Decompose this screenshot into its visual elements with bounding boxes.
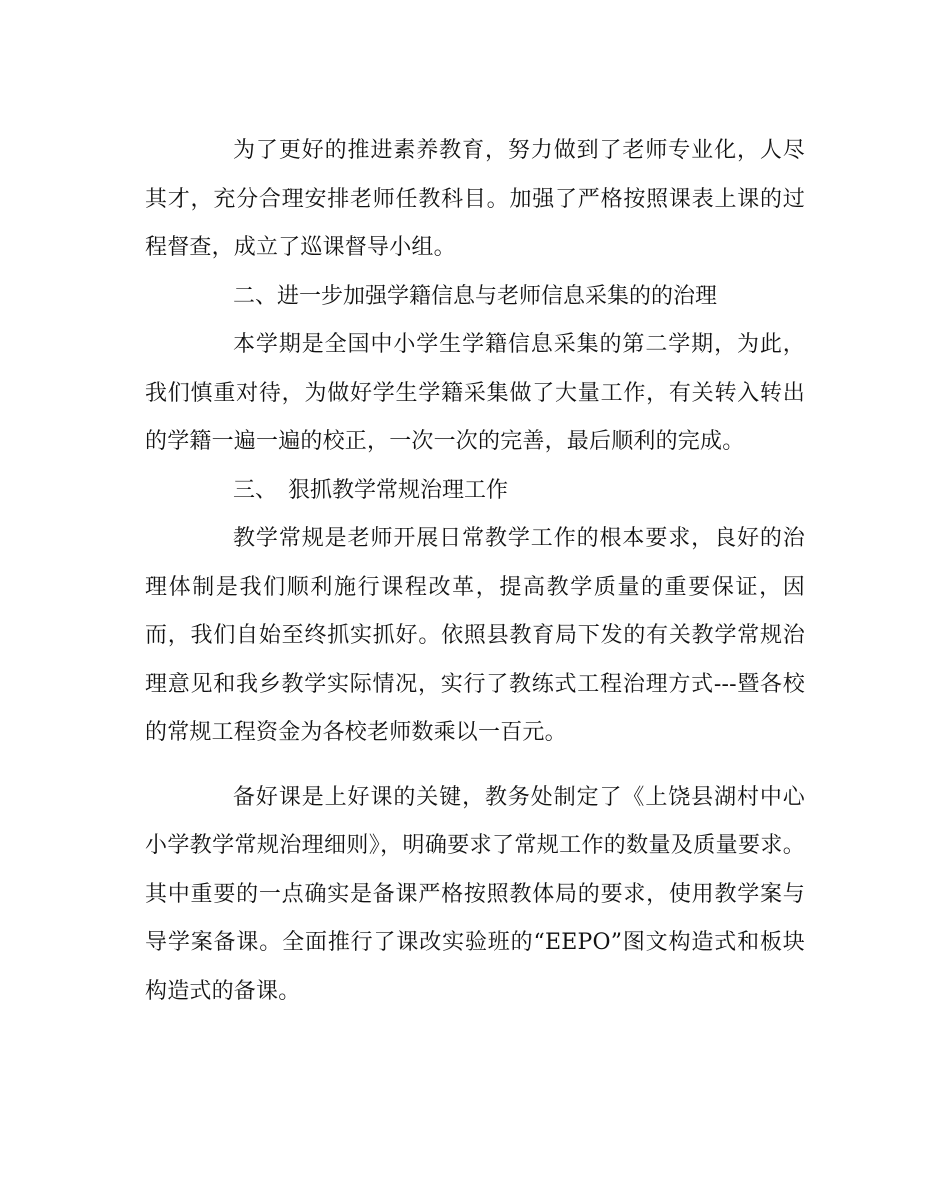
paragraph-teaching-routine: 教学常规是老师开展日常教学工作的根本要求，良好的治理体制是我们顺利施行课程改革，提高教学质量的重要保证，因而，我们自始至终抓实抓好。依照县教育局下发的有关教学常规治理意见和我乡教学实际情况，实行了教练式工程治理方式---暨各校的常规工程资金为各校老师数乘以一百元。 <box>145 526 805 745</box>
document-body <box>145 127 805 1016</box>
section-heading-3: 三、 狠抓教学常规治理工作 <box>233 477 509 503</box>
paragraph-teacher-allocation: 为了更好的推进素养教育，努力做到了老师专业化，人尽其才，充分合理安排老师任教科目。加强了严格按照课表上课的过程督查，成立了巡课督导小组。 <box>145 138 805 260</box>
section-heading-2: 二、进一步加强学籍信息与老师信息采集的的治理 <box>233 283 718 309</box>
paragraph-gap <box>145 758 805 774</box>
paragraph-student-records: 本学期是全国中小学生学籍信息采集的第二学期，为此，我们慎重对待，为做好学生学籍采集做了大量工作，有关转入转出的学籍一遍一遍的校正，一次一次的完善，最后顺利的完成。 <box>145 332 805 454</box>
paragraph-lesson-prep: 备好课是上好课的关键，教务处制定了《上饶县湖村中心小学教学常规治理细则》，明确要求了常规工作的数量及质量要求。其中重要的一点确实是备课严格按照教体局的要求，使用教学案与导学案备课。全面推行了课改实验班的“EEPO”图文构造式和板块构造式的备课。 <box>145 784 805 1004</box>
